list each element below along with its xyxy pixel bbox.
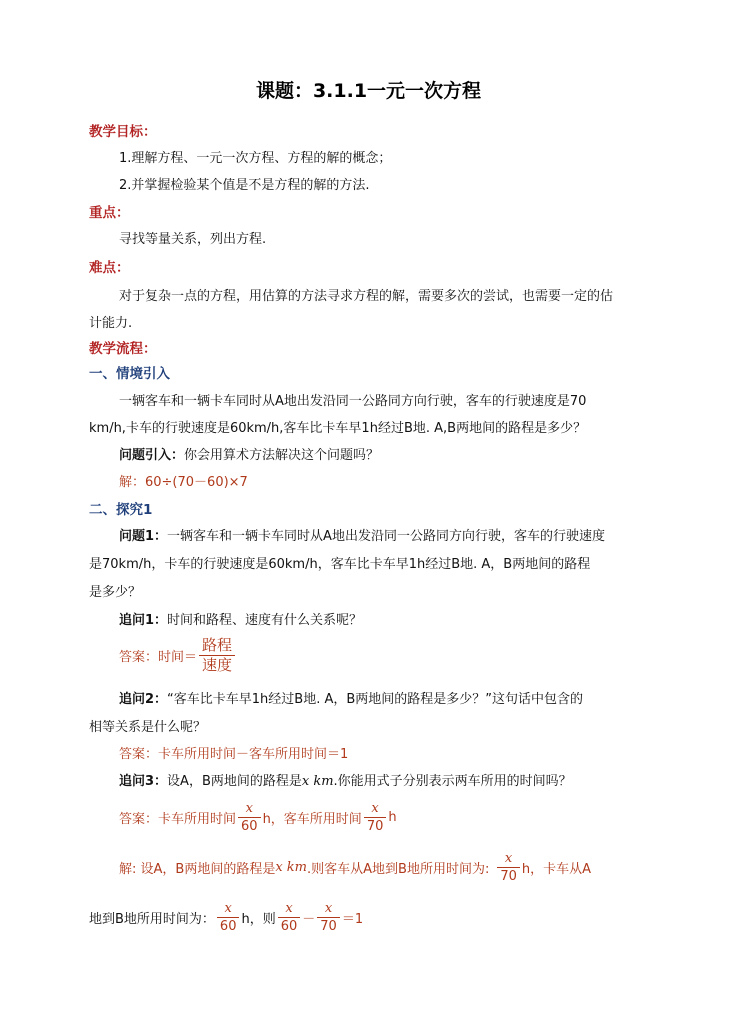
equation-fraction-1 — [278, 900, 301, 935]
equation-minus: － — [302, 912, 316, 927]
answer1-numerator: 路程 — [199, 636, 235, 656]
frac-denominator: 60 — [280, 919, 298, 934]
frac-numerator: x — [238, 800, 261, 818]
problem1-line-1 — [119, 525, 605, 544]
followup3-pre: 设A，B两地间的路程是 — [167, 774, 302, 789]
answer1-label: 答案：时间＝ — [119, 650, 198, 665]
objective-item-2: 2.并掌握检验某个值是不是方程的解的方法. — [119, 178, 370, 193]
section2-heading: 二、探究1 — [89, 502, 153, 518]
answer1 — [119, 636, 237, 675]
key-points-text: 寻找等量关系，列出方程. — [119, 232, 267, 247]
frac-denominator: 70 — [366, 819, 384, 834]
followup3-label: 追问3： — [119, 774, 168, 789]
answer1-fraction — [199, 636, 235, 675]
followup1-text: 时间和路程、速度有什么关系呢？ — [167, 613, 363, 628]
answer3 — [119, 800, 397, 835]
problem1-label: 问题1： — [119, 529, 168, 544]
answer3-mid: h，客车所用时间 — [262, 812, 362, 827]
solve-line2-mid: h，则 — [241, 912, 276, 927]
section1-solution: 解：60÷(70－60)×7 — [119, 475, 248, 490]
question-label: 问题引入： — [119, 448, 185, 463]
frac-denominator: 60 — [241, 819, 258, 834]
followup3-var: x km — [301, 774, 334, 789]
answer3-post: h — [388, 810, 397, 825]
section1-question — [119, 444, 379, 463]
problem1-line-3: 是多少？ — [89, 585, 142, 600]
solve-pre: 解: 设A，B两地间的路程是 — [119, 862, 276, 877]
solve-var: x km — [275, 860, 307, 875]
difficulties-line-2: 计能力. — [89, 316, 133, 331]
frac-numerator: x — [217, 900, 240, 918]
question-text: 你会用算术方法解决这个问题吗？ — [184, 448, 380, 463]
section1-line-1: 一辆客车和一辆卡车同时从A地出发沿同一公路同方向行驶，客车的行驶速度是70 — [119, 394, 587, 409]
problem1-text: 一辆客车和一辆卡车同时从A地出发沿同一公路同方向行驶，客车的行驶速度 — [167, 529, 605, 544]
followup1 — [119, 609, 362, 628]
solve-post: h，卡车从A — [521, 862, 592, 877]
objective-item-1: 1.理解方程、一元一次方程、方程的解的概念； — [119, 151, 392, 166]
frac-numerator: x — [497, 850, 520, 868]
followup2-line-1 — [119, 688, 583, 707]
section1-heading: 一、情境引入 — [89, 366, 170, 382]
objectives-heading: 教学目标： — [89, 124, 157, 140]
process-heading: 教学流程： — [89, 341, 157, 357]
problem1-line-2: 是70km/h，卡车的行驶速度是60km/h，客车比卡车早1h经过B地. A，B两地间的路程 — [89, 557, 591, 572]
frac-numerator: x — [278, 900, 301, 918]
answer3-pre: 答案：卡车所用时间 — [119, 812, 237, 827]
solve-fraction-bus — [497, 850, 520, 885]
followup3 — [119, 770, 572, 789]
frac-denominator: 60 — [219, 919, 237, 934]
answer3-fraction-truck — [238, 800, 261, 835]
key-points-heading: 重点： — [89, 205, 130, 221]
answer2: 答案：卡车所用时间－客车所用时间＝1 — [119, 747, 349, 762]
answer1-denominator: 速度 — [202, 656, 233, 674]
frac-numerator: x — [317, 900, 340, 918]
followup3-post: .你能用式子分别表示两车所用的时间吗？ — [333, 774, 572, 789]
solve-fraction-truck — [217, 900, 240, 935]
solve-mid: .则客车从A地到B地所用时间为: — [307, 862, 490, 877]
solution-line-1 — [119, 850, 591, 885]
frac-denominator: 70 — [320, 919, 337, 934]
frac-denominator: 70 — [500, 869, 517, 884]
frac-numerator: x — [364, 800, 387, 818]
followup1-label: 追问1： — [119, 613, 168, 628]
solve-line2-pre: 地到B地所用时间为： — [89, 912, 215, 927]
page-title: 课题：3.1.1一元一次方程 — [255, 80, 482, 102]
followup2-line-2: 相等关系是什么呢？ — [89, 720, 207, 735]
difficulties-line-1: 对于复杂一点的方程，用估算的方法寻求方程的解，需要多次的尝试，也需要一定的估 — [119, 289, 614, 304]
solution-line-2 — [89, 900, 363, 935]
equation-fraction-2 — [317, 900, 340, 935]
equation-equals-one: ＝1 — [341, 912, 364, 927]
followup2-text: “客车比卡车早1h经过B地. A，B两地间的路程是多少？”这句话中包含的 — [167, 692, 584, 707]
answer3-fraction-bus — [364, 800, 387, 835]
difficulties-heading: 难点： — [89, 260, 130, 276]
followup2-label: 追问2： — [119, 692, 168, 707]
section1-line-2: km/h,卡车的行驶速度是60km/h,客车比卡车早1h经过B地. A,B两地间的路程是多少？ — [89, 421, 587, 436]
